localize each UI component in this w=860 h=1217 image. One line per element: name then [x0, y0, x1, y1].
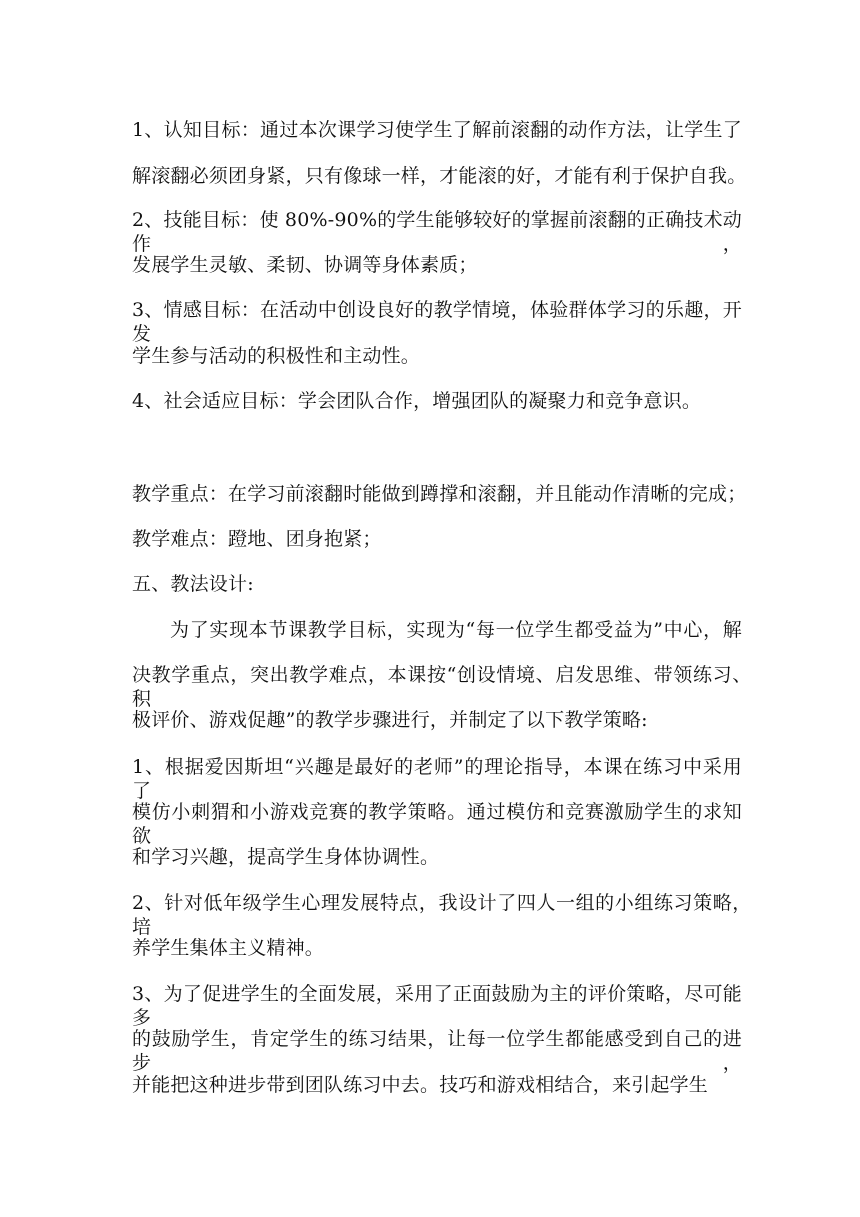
goal-3-line-2: 学生参与活动的积极性和主动性。 — [132, 345, 421, 367]
goal-2-line-1: 2、技能目标：使 80%-90%的学生能够较好的掌握前滚翻的正确技术动作， — [132, 209, 743, 255]
teaching-difficult-point: 教学难点：蹬地、团身抱紧； — [132, 528, 382, 550]
strategy-2-line-2: 养学生集体主义精神。 — [132, 937, 325, 959]
goal-1-line-2: 解滚翻必须团身紧，只有像球一样，才能滚的好，才能有利于保护自我。 — [132, 165, 747, 187]
strategy-1-line-1: 1、根据爱因斯坦“兴趣是最好的老师”的理论指导，本课在练习中采用 了 — [132, 756, 762, 802]
strategy-2-line-1: 2、针对低年级学生心理发展特点，我设计了四人一组的小组练习策略， 培 — [132, 892, 762, 938]
strategy-1-line-3: 和学习兴趣，提高学生身体协调性。 — [132, 846, 440, 868]
teaching-key-point: 教学重点：在学习前滚翻时能做到蹲撑和滚翻，并且能动作清晰的完成； — [132, 483, 747, 505]
goal-4-line-1: 4、社会适应目标：学会团队合作，增强团队的凝聚力和竞争意识。 — [132, 390, 702, 412]
intro-line-1: 为了实现本节课教学目标，实现为“每一位学生都受益为”中心，解 — [170, 619, 742, 641]
strategy-3-line-1: 3、为了促进学生的全面发展，采用了正面鼓励为主的评价策略，尽可能 多 — [132, 983, 762, 1029]
goal-3-line-1: 3、情感目标：在活动中创设良好的教学情境，体验群体学习的乐趣，开 发 — [132, 299, 762, 345]
goal-1-line-1: 1、认知目标：通过本次课学习使学生了解前滚翻的动作方法，让学生了 — [132, 119, 742, 141]
goal-2-line-2: 发展学生灵敏、柔韧、协调等身体素质； — [132, 254, 478, 276]
strategy-3-line-2: 的鼓励学生，肯定学生的练习结果，让每一位学生都能感受到自己的进 步， — [132, 1028, 762, 1074]
section-heading: 五、教法设计: — [132, 573, 254, 595]
intro-line-3: 极评价、游戏促趣”的教学步骤进行，并制定了以下教学策略: — [132, 709, 648, 731]
intro-line-2: 决教学重点，突出教学难点，本课按“创设情境、启发思维、带领练习、 积 — [132, 664, 762, 710]
strategy-1-line-2: 模仿小刺猬和小游戏竞赛的教学策略。通过模仿和竞赛激励学生的求知 欲 — [132, 801, 762, 847]
strategy-3-line-3: 并能把这种进步带到团队练习中去。技巧和游戏相结合，来引起学生 — [132, 1074, 709, 1096]
